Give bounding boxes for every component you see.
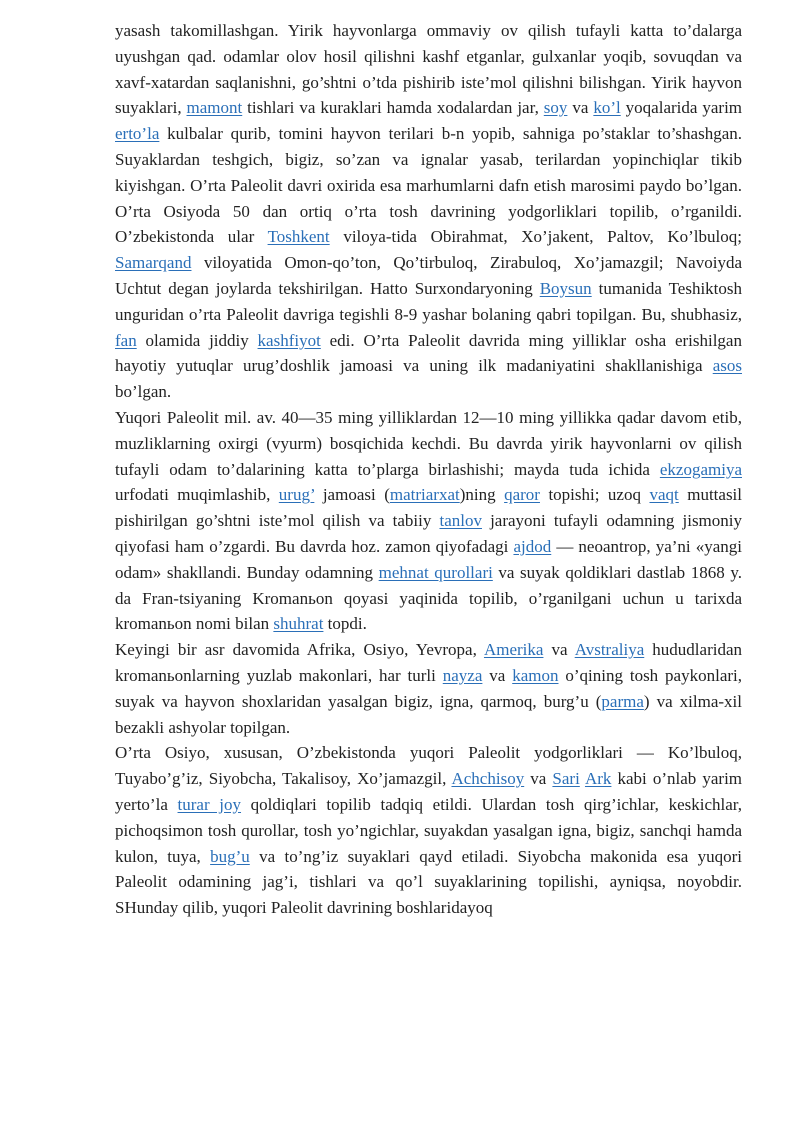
text-run: edi. O’rta Paleolit davrida ming yilliklar osha erishilgan hayotiy yutuqlar urug’doshlik jamoasi va uning ilk madaniyatini shakllanishiga bbox=[115, 330, 742, 376]
hyperlink[interactable]: vaqt bbox=[649, 485, 679, 505]
text-run: urfodati muqimlashib, bbox=[115, 485, 279, 505]
text-run: Yuqori Paleolit mil. av. 40—35 ming yilliklardan 12—10 ming yillikka qadar davom etib, muzliklarning oxirgi (vyurm) bosqichida kechdi. Bu davrda yirik hayvonlarni ov qilish tufayli odam to’dalarining katta to’plarga birlashishi; mayda tuda ichida bbox=[115, 407, 742, 479]
hyperlink[interactable]: fan bbox=[115, 330, 137, 350]
text-run: )ning bbox=[459, 485, 505, 505]
text-run: jamoasi ( bbox=[314, 485, 390, 505]
hyperlink[interactable]: mehnat qurollari bbox=[378, 562, 493, 582]
hyperlink[interactable]: Boysun bbox=[539, 278, 592, 298]
paragraph-central-asia-sites bbox=[115, 740, 742, 921]
hyperlink[interactable]: nayza bbox=[442, 665, 483, 685]
hyperlink[interactable]: ajdod bbox=[513, 536, 552, 556]
hyperlink[interactable]: parma bbox=[601, 691, 644, 711]
text-run: O’rta Osiyo, xususan, O’zbekistonda yuqori Paleolit yodgorliklari — Ko’lbuloq, Tuyabo’g’iz, Siyobcha, Takalisoy, Xo’jamazgil, bbox=[115, 743, 742, 789]
text-run: jarayoni tufayli odamning jismoniy qiyofasi ham o’zgardi. Bu davrda hoz. zamon qiyofadagi bbox=[115, 511, 743, 556]
paragraph-middle-paleolithic bbox=[115, 18, 742, 405]
text-run: kabi o’nlab yarim yerto’la bbox=[115, 769, 743, 814]
hyperlink[interactable]: ekzogamiya bbox=[659, 459, 742, 479]
hyperlink[interactable]: asos bbox=[712, 356, 742, 376]
hyperlink[interactable]: Sari bbox=[552, 769, 580, 789]
text-run: yoqalarida yarim bbox=[620, 98, 743, 118]
text-run: o’qining tosh paykonlari, suyak va hayvon shoxlaridan yasalgan bigiz, igna, qarmoq, burg’u ( bbox=[115, 665, 743, 711]
text-run: qoldiqlari topilib tadqiq etildi. Ulardan tosh qirg’ichlar, keskichlar, pichoqsimon tosh qurollar, tosh yo’ngichlar, suyakdan yasalgan igna, bigiz, sanchqi hamda kulon, tuya, bbox=[115, 794, 742, 866]
text-run: topdi. bbox=[323, 614, 367, 634]
text-run: muttasil pishirilgan go’shtni iste’mol qilish va tabiiy bbox=[115, 485, 743, 531]
hyperlink[interactable]: matriarxat bbox=[389, 485, 460, 505]
text-run: va bbox=[482, 665, 513, 685]
text-run: viloya-tida Obirahmat, Xo’jakent, Paltov, Ko’lbuloq; bbox=[329, 227, 742, 247]
text-run: va bbox=[567, 98, 594, 118]
hyperlink[interactable]: ko’l bbox=[593, 98, 621, 118]
text-run: ) va xilma-xil bezakli ashyolar topilgan. bbox=[115, 691, 742, 737]
document-page bbox=[115, 18, 742, 921]
text-run: viloyatida Omon-qo’ton, Qo’tirbuloq, Zirabuloq, Xo’jamazgil; Navoiyda Uchtut degan joylarda tekshirilgan. Hatto Surxondaryoning bbox=[115, 253, 742, 298]
hyperlink[interactable]: shuhrat bbox=[273, 614, 324, 634]
hyperlink[interactable]: Toshkent bbox=[267, 227, 330, 247]
hyperlink[interactable]: Amerika bbox=[483, 640, 544, 660]
hyperlink[interactable]: Ark bbox=[584, 769, 612, 789]
hyperlink[interactable]: qaror bbox=[504, 485, 540, 505]
paragraph-cromagnon-finds bbox=[115, 637, 742, 740]
text-run: tishlari va kuraklari hamda xodalardan jar, bbox=[242, 98, 544, 118]
hyperlink[interactable]: tanlov bbox=[439, 511, 482, 531]
text-run: va to’ng’iz suyaklari qayd etiladi. Siyobcha makonida esa yuqori Paleolit odamining jag’i, tishlari va qo’l suyaklarining topilishi, ayniqsa, noyobdir. SHunday qilib, yuqori Paleolit davrining boshlaridayoq bbox=[115, 846, 742, 918]
text-run: va bbox=[524, 769, 553, 789]
hyperlink[interactable]: soy bbox=[543, 98, 568, 118]
hyperlink[interactable]: mamont bbox=[186, 98, 243, 118]
text-run: olamida jiddiy bbox=[136, 330, 258, 350]
hyperlink[interactable]: Avstraliya bbox=[574, 640, 645, 660]
paragraph-upper-paleolithic bbox=[115, 405, 742, 637]
hyperlink[interactable]: urug’ bbox=[278, 485, 315, 505]
hyperlink[interactable]: Achchisoy bbox=[451, 769, 525, 789]
text-run: — neoantrop, ya’ni «yangi odam» shakllandi. Bunday odamning bbox=[115, 536, 742, 582]
hyperlink[interactable]: kashfiyot bbox=[257, 330, 321, 350]
text-run: bo’lgan. bbox=[115, 382, 172, 402]
text-run: kulbalar qurib, tomini hayvon terilari b-n yopib, sahniga po’staklar to’shashgan. Suyaklardan teshgich, bigiz, so’zan va ignalar yasab, terilardan yopinchiqlar tikib kiyishgan. O’rta Paleolit davri oxirida esa marhumlarni dafn etish marosimi paydo bo’lgan. O’rta Osiyoda 50 dan ortiq o’rta tosh davrining yodgorliklari topilib, o’rganildi. O’zbekistonda ular bbox=[115, 124, 742, 247]
text-run: va bbox=[543, 640, 575, 660]
hyperlink[interactable]: bug’u bbox=[210, 846, 250, 866]
text-run: hududlaridan kromanьonlarning yuzlab makonlari, har turli bbox=[115, 640, 743, 685]
text-run: va suyak qoldiklari dastlab 1868 y. da Fran-tsiyaning Kromanьon qoyasi yaqinida topilib, o’rganilgani uchun u tarixda kromanьon nomi bilan bbox=[115, 562, 742, 634]
hyperlink[interactable]: Samarqand bbox=[115, 253, 192, 273]
text-run: yasash takomillashgan. Yirik hayvonlarga ommaviy ov qilish tufayli katta to’dalarga uyushgan qad. odamlar olov hosil qilishni kashf etganlar, gulxanlar yoqib, sovuqdan va xavf-xatardan saqlanishni, go’shtni o’tda pishirib iste’mol qilishni bilishgan. Yirik hayvon suyaklari, bbox=[115, 21, 742, 118]
text-run: tumanida Teshiktosh unguridan o’rta Paleolit davriga tegishli 8-9 yashar bolaning qabri topilgan. Bu, shubhasiz, bbox=[115, 278, 743, 324]
text-run: Keyingi bir asr davomida Afrika, Osiyo, Yevropa, bbox=[115, 640, 484, 660]
hyperlink[interactable]: kamon bbox=[512, 665, 559, 685]
text-run: topishi; uzoq bbox=[539, 485, 650, 505]
hyperlink[interactable]: turar joy bbox=[177, 794, 242, 814]
hyperlink[interactable]: erto’la bbox=[115, 124, 160, 144]
